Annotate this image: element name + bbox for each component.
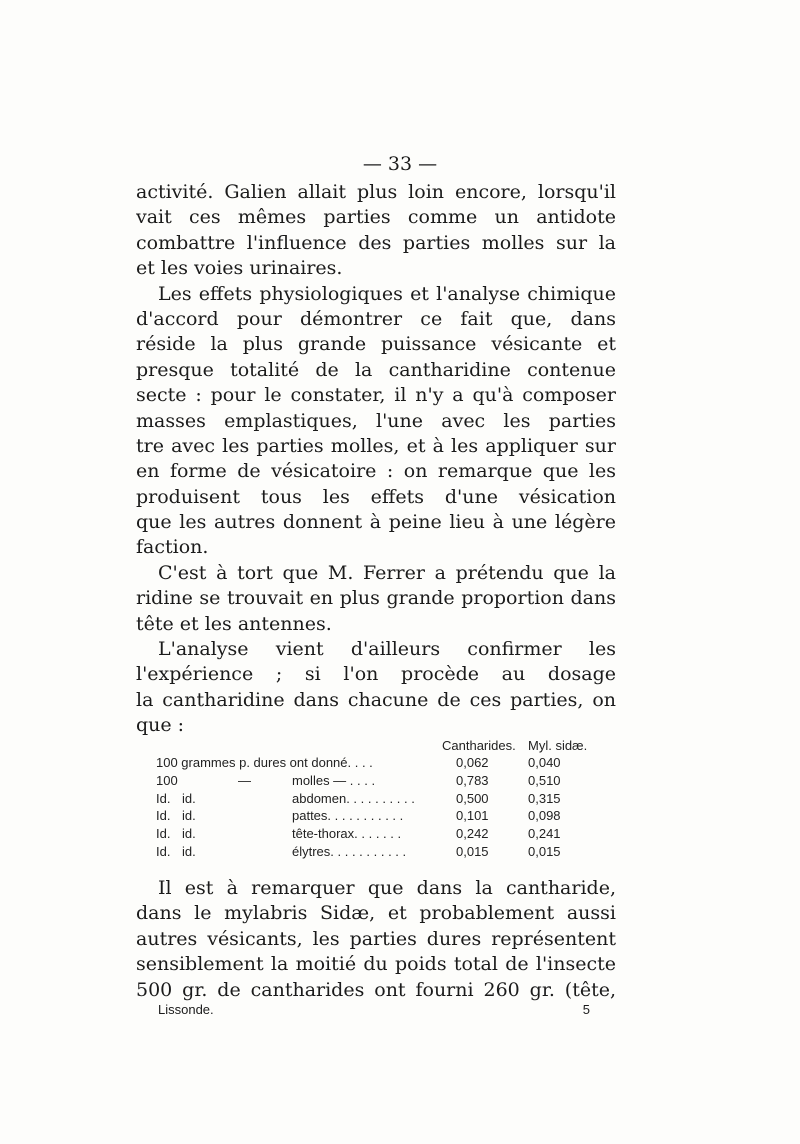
text-line: faction. — [136, 536, 209, 559]
text-line: réside la plus grande puissance vésicante et — [136, 333, 616, 356]
paragraph-block-1 — [136, 180, 616, 739]
table-cell-d: élytres. . . . . . . . . . . — [292, 843, 407, 859]
table-cell-d: molles — . . . . — [292, 772, 376, 788]
text-line: combattre l'influence des parties molles sur la — [136, 231, 616, 254]
table-cell-d: abdomen. . . . . . . . . . — [292, 790, 415, 806]
table-cell-c: — — [238, 772, 251, 788]
paragraph-block-2 — [136, 876, 616, 1003]
table-cell-v1: 0,242 — [456, 826, 489, 842]
text-line: C'est à tort que M. Ferrer a prétendu que la — [158, 561, 616, 584]
text-line: tête et les antennes. — [136, 612, 332, 635]
table-cell-v1: 0,101 — [456, 808, 489, 824]
table-row — [156, 791, 596, 809]
table-cell-v2: 0,098 — [528, 808, 561, 824]
text-line: produisent tous les effets d'une vésication — [136, 485, 616, 508]
text-line: que les autres donnent à peine lieu à une légère — [136, 511, 616, 534]
text-line: presque totalité de la cantharidine contenue — [136, 358, 616, 381]
table-cell-a: 100 — [156, 772, 178, 788]
table-cell-v2: 0,315 — [528, 790, 561, 806]
printer-signature: Lissonde. — [158, 1002, 214, 1017]
text-line: Les effets physiologiques et l'analyse chimique — [158, 282, 616, 305]
table-body — [156, 755, 596, 862]
col-header-cantharides: Cantharides. — [442, 738, 516, 753]
table-row — [156, 826, 596, 844]
table-cell-v1: 0,015 — [456, 843, 489, 859]
table-cell-v2: 0,015 — [528, 843, 561, 859]
table-cell-a: Id. — [156, 790, 171, 806]
text-line: L'analyse vient d'ailleurs confirmer les — [158, 638, 616, 661]
text-line: ridine se trouvait en plus grande proportion dans — [136, 587, 616, 610]
table-cell-a: 100 grammes p. dures ont donné. . . . — [156, 755, 373, 770]
table-cell-v1: 0,062 — [456, 755, 489, 770]
text-line: sensiblement la moitié du poids total de l'insecte — [136, 953, 616, 976]
text-line: que : — [136, 714, 185, 737]
text-line: activité. Galien allait plus loin encore, lorsqu'il — [136, 181, 616, 203]
table-cell-d: pattes. . . . . . . . . . . — [292, 808, 404, 824]
table-cell-b: id. — [182, 790, 196, 806]
text-line: et les voies urinaires. — [136, 257, 343, 280]
table-row — [156, 773, 596, 791]
text-line: la cantharidine dans chacune de ces parties, on — [136, 688, 616, 711]
data-table — [156, 738, 596, 862]
text-line: dans le mylabris Sidæ, et probablement aussi — [136, 902, 616, 925]
table-cell-v2: 0,510 — [528, 772, 561, 788]
table-cell-v1: 0,783 — [456, 772, 489, 788]
table-cell-d: tête-thorax. . . . . . . — [292, 826, 402, 842]
table-cell-v2: 0,241 — [528, 826, 561, 842]
table-cell-a: Id. — [156, 808, 171, 824]
table-cell-b: id. — [182, 843, 196, 859]
sheet-number: 5 — [582, 1002, 590, 1017]
table-cell-a: Id. — [156, 843, 171, 859]
table-row — [156, 755, 596, 773]
col-header-mylabris: Myl. sidæ. — [528, 738, 588, 753]
page-number: — 33 — — [362, 153, 438, 175]
text-line: l'expérience ; si l'on procède au dosage — [136, 663, 616, 686]
table-row — [156, 844, 596, 862]
table-cell-b: id. — [182, 808, 196, 824]
table-row — [156, 808, 596, 826]
table-cell-v2: 0,040 — [528, 755, 561, 770]
text-line: vait ces mêmes parties comme un antidote — [136, 206, 616, 229]
table-cell-v1: 0,500 — [456, 790, 489, 806]
text-line: 500 gr. de cantharides ont fourni 260 gr. (tête, — [136, 978, 616, 1001]
text-line: d'accord pour démontrer ce fait que, dans — [136, 307, 616, 330]
text-line: Il est à remarquer que dans la cantharide, — [158, 877, 616, 899]
table-cell-a: Id. — [156, 826, 171, 842]
table-cell-b: id. — [182, 826, 196, 842]
text-line: en forme de vésicatoire : on remarque que les — [136, 460, 616, 483]
text-line: tre avec les parties molles, et à les appliquer sur — [136, 434, 616, 457]
table-header — [156, 738, 596, 755]
text-line: secte : pour le constater, il n'y a qu'à composer — [136, 384, 616, 407]
text-line: autres vésicants, les parties dures représentent — [136, 927, 616, 950]
text-line: masses emplastiques, l'une avec les parties — [136, 409, 616, 432]
